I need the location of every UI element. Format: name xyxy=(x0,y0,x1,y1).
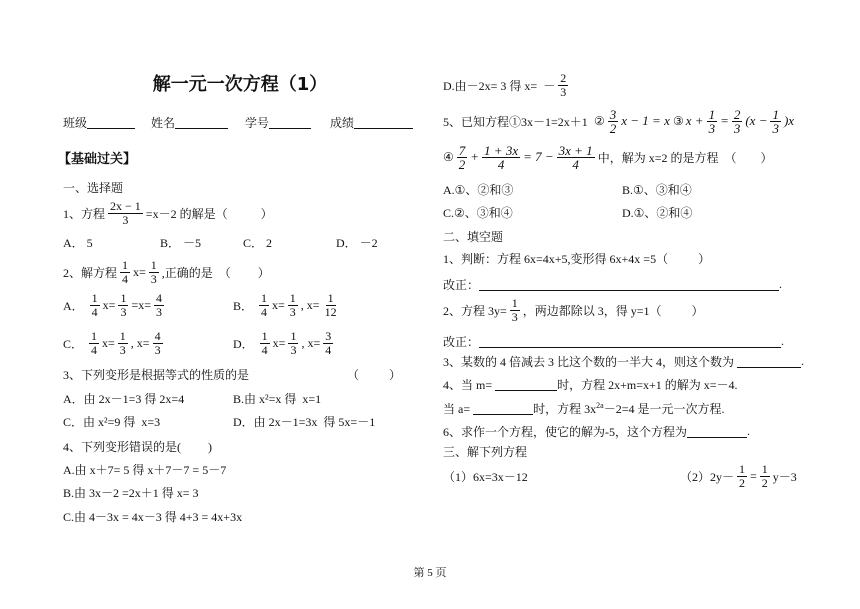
fraction xyxy=(288,330,298,357)
q3-answer-bracket xyxy=(347,359,401,389)
numerator: 1 + 3x xyxy=(484,142,519,158)
page-footer: 第 5 页 xyxy=(413,567,447,579)
denominator: 3 xyxy=(772,120,779,136)
denominator: 2 xyxy=(739,475,746,490)
fraction xyxy=(118,330,128,357)
option-text: A.由 x＋7= 5 得 x＋7－7 = 5－7 xyxy=(63,462,227,477)
option-text: , x= xyxy=(130,335,150,350)
q4-stem: 4、下列变形错误的是( ) xyxy=(63,439,212,454)
option-text: D．由 2x－1=3x 得 5x=－1 xyxy=(233,414,376,429)
solve-heading-text: 三、解下列方程 xyxy=(443,444,528,459)
fraction xyxy=(149,259,159,286)
page-title: 解一元一次方程（1） xyxy=(152,74,328,95)
numerator: 1 xyxy=(261,328,268,343)
name-field xyxy=(151,107,228,137)
fraction xyxy=(510,297,520,324)
answer-blank xyxy=(687,425,747,438)
option-text: x= xyxy=(102,335,115,350)
option-label: C． xyxy=(63,336,87,351)
score-blank xyxy=(354,116,413,129)
denominator: 3 xyxy=(560,84,567,99)
q3-stem: 3、下列变形是根据等式的性质的是 xyxy=(63,367,250,382)
section-label xyxy=(58,142,136,172)
option-text: D.①、②和④ xyxy=(622,205,693,220)
fraction xyxy=(153,330,163,357)
equation-mark: ③ xyxy=(673,113,684,128)
numerator: 2x − 1 xyxy=(110,198,141,213)
option-text: x= xyxy=(272,297,285,312)
numerator: 1 xyxy=(119,328,126,343)
question-text xyxy=(533,400,604,417)
option-text: B.①、③和④ xyxy=(622,182,692,197)
fill-question-2 xyxy=(443,295,704,325)
q1-option-b xyxy=(160,227,201,257)
q4-option-c xyxy=(63,501,242,531)
numerator: 4 xyxy=(154,328,161,343)
option-label: D． xyxy=(233,336,257,351)
answer-blank xyxy=(737,355,801,368)
name-label: 姓名 xyxy=(151,115,176,130)
solve-problem-1 xyxy=(443,461,528,491)
q3-option-d xyxy=(233,406,375,436)
question-text: －2=4 是一元一次方程. xyxy=(603,401,725,416)
fraction xyxy=(323,330,333,357)
option-text: B.由 x²=x 得 x=1 xyxy=(233,391,322,406)
question-text: 2、方程 3y= xyxy=(443,303,507,318)
fraction xyxy=(260,330,270,357)
student-id-field xyxy=(245,107,311,137)
numerator: 1 xyxy=(772,106,779,122)
choice-heading-text: 一、选择题 xyxy=(63,180,124,195)
question-text: 4、当 m= xyxy=(443,377,496,392)
denominator: 3 xyxy=(290,342,297,357)
numerator: 7 xyxy=(458,142,466,158)
exponent: 2a xyxy=(596,400,604,410)
denominator: 4 xyxy=(261,304,268,319)
question-5 xyxy=(443,106,588,136)
option-text: D.由－2x= 3 得 x= xyxy=(443,78,544,93)
problem-text: y－3 xyxy=(772,469,797,484)
correction-label: 改正： xyxy=(443,334,480,349)
option-text: C． 2 xyxy=(243,235,273,250)
equation-text: )x xyxy=(783,113,795,128)
q2-mid: x= xyxy=(133,264,146,279)
numerator: 1 xyxy=(91,290,98,305)
answer-blank xyxy=(473,402,533,415)
student-id-blank xyxy=(269,116,311,129)
option-text: , x= xyxy=(301,335,321,350)
q5-suffix: 中，解为 x=2 的是方程 （ ） xyxy=(597,150,773,165)
q1-option-a xyxy=(63,227,93,257)
numerator: 4 xyxy=(156,290,162,305)
q1-suffix: =x－2 的解是（ ） xyxy=(145,206,273,221)
q1-prefix: 1、方程 xyxy=(63,206,106,221)
numerator: 1 xyxy=(290,328,297,343)
question-2 xyxy=(63,257,270,287)
equation-text: x − 1 = x xyxy=(621,113,670,128)
class-blank xyxy=(87,116,135,129)
fraction xyxy=(154,292,164,319)
problem-text: （2）2y－ xyxy=(680,469,735,484)
question-text: 时，方程 2x+m=x+1 的解为 x=－4. xyxy=(557,377,738,392)
option-text: C．由 x²=9 得 x=3 xyxy=(63,414,161,429)
equation-text: (x − xyxy=(745,113,768,128)
denominator: 2 xyxy=(609,120,617,136)
q2-option-a xyxy=(63,290,167,320)
fraction xyxy=(89,330,99,357)
option-text: x= xyxy=(102,297,116,312)
answer-blank xyxy=(495,378,557,391)
fraction xyxy=(608,108,619,135)
question-1 xyxy=(63,198,273,228)
solve-problem-2 xyxy=(680,461,797,491)
score-label: 成绩 xyxy=(330,115,355,130)
numerator: 1 xyxy=(739,461,746,476)
equation-text: = xyxy=(720,113,729,128)
class-field xyxy=(63,107,135,137)
numerator: 1 xyxy=(327,290,334,305)
denominator: 3 xyxy=(289,304,296,319)
fraction xyxy=(482,144,520,171)
q1-option-c xyxy=(243,227,272,257)
q5-equation-4 xyxy=(443,142,772,172)
period: . xyxy=(747,423,750,438)
fraction xyxy=(558,72,568,99)
name-blank xyxy=(175,116,228,129)
denominator: 12 xyxy=(324,304,337,319)
numerator: 1 xyxy=(91,328,98,343)
option-label: B． xyxy=(233,298,257,313)
minus-sign: － xyxy=(543,78,556,93)
q5-prefix: 5、已知方程①3x－1=2x＋1 xyxy=(443,114,588,129)
option-label: A． xyxy=(63,298,87,313)
denominator: 4 xyxy=(497,156,505,172)
problem-text: = xyxy=(750,468,757,483)
q2-option-d xyxy=(233,328,336,358)
denominator: 3 xyxy=(120,304,127,319)
q2-option-b xyxy=(233,290,342,320)
q5-equation-3 xyxy=(673,106,794,136)
question-text: 当 a= xyxy=(443,401,474,416)
numerator: 2 xyxy=(560,70,567,85)
q5-equation-2 xyxy=(594,106,670,136)
fraction xyxy=(457,144,468,171)
fraction xyxy=(737,463,747,490)
answer-blank xyxy=(479,278,779,291)
class-label: 班级 xyxy=(63,115,88,130)
numerator: 2 xyxy=(733,106,741,122)
question-text: ，两边都除以 3，得 y=1（ ） xyxy=(522,303,704,318)
denominator: 2 xyxy=(458,156,466,172)
numerator: 1 xyxy=(289,290,296,305)
option-text: =x= xyxy=(131,297,151,312)
q4-option-d xyxy=(443,70,571,100)
period: . xyxy=(801,353,805,368)
option-text: C.②、③和④ xyxy=(443,205,513,220)
denominator: 4 xyxy=(572,156,579,172)
denominator: 3 xyxy=(708,120,716,136)
numerator: 1 xyxy=(261,290,268,305)
fraction xyxy=(732,108,743,135)
option-text: A.①、②和③ xyxy=(443,182,514,197)
denominator: 2 xyxy=(761,475,768,490)
section-label-text: 【基础过关】 xyxy=(58,151,137,167)
q5-option-d xyxy=(622,197,692,227)
denominator: 4 xyxy=(122,271,129,286)
equation-text: = 7 − xyxy=(523,149,554,164)
denominator: 3 xyxy=(122,212,129,227)
student-id-label: 学号 xyxy=(245,115,270,130)
fraction xyxy=(108,200,143,227)
option-text: A． 5 xyxy=(63,235,93,250)
numerator: 1 xyxy=(122,257,129,272)
denominator: 3 xyxy=(150,271,157,286)
fraction xyxy=(557,144,595,171)
numerator: 1 xyxy=(150,257,157,272)
numerator: 1 xyxy=(120,290,127,305)
denominator: 4 xyxy=(91,342,98,357)
question-text: 3、某数的 4 倍减去 3 比这个数的一半大 4，则这个数为 xyxy=(443,354,738,369)
score-field xyxy=(330,107,413,137)
correction-label: 改正： xyxy=(443,277,480,292)
denominator: 4 xyxy=(261,342,268,357)
fraction xyxy=(259,292,269,319)
fraction xyxy=(120,259,130,286)
equation-text: + xyxy=(470,149,480,164)
option-text: A．由 2x－1=3 得 2x=4 xyxy=(63,391,185,406)
denominator: 4 xyxy=(325,342,332,357)
fill-heading-text: 二、填空题 xyxy=(443,229,504,244)
option-text: D． －2 xyxy=(336,235,378,250)
period: . xyxy=(781,333,785,348)
period: . xyxy=(779,276,783,291)
question-text: 6、求作一个方程，使它的解为-5，这个方程为 xyxy=(443,424,687,439)
denominator: 3 xyxy=(156,304,162,319)
option-text: C.由 4－3x = 4x－3 得 4+3 = 4x+3x xyxy=(63,509,243,524)
fraction xyxy=(118,292,128,319)
denominator: 3 xyxy=(119,342,126,357)
fraction xyxy=(760,463,770,490)
fraction xyxy=(323,292,339,319)
option-text: B.由 3x－2 =2x＋1 得 x= 3 xyxy=(63,485,199,500)
q2-prefix: 2、解方程 xyxy=(63,265,118,280)
question-text-part: 时，方程 3x xyxy=(533,401,597,416)
numerator: 3 xyxy=(609,106,617,122)
problem-text: （1）6x=3x－12 xyxy=(443,469,528,484)
fraction xyxy=(707,108,718,135)
equation-mark: ④ xyxy=(443,149,454,164)
q1-option-d xyxy=(336,227,378,257)
question-text: 1、判断：方程 6x=4x+5,变形得 6x+4x =5（ ） xyxy=(443,251,711,266)
bracket-text: （ ） xyxy=(347,367,402,382)
equation-text: x + xyxy=(685,113,704,128)
numerator: 1 xyxy=(511,295,518,310)
numerator: 1 xyxy=(761,461,768,476)
option-text: B． －5 xyxy=(160,235,202,250)
option-text: x= xyxy=(272,335,286,350)
fraction xyxy=(288,292,298,319)
denominator: 3 xyxy=(154,342,161,357)
equation-mark: ② xyxy=(594,113,605,128)
fraction xyxy=(770,108,781,135)
numerator: 3 xyxy=(325,328,332,343)
option-text: , x= xyxy=(300,297,320,312)
fraction xyxy=(90,292,100,319)
denominator: 3 xyxy=(511,309,518,324)
q2-suffix: ,正确的是 （ ） xyxy=(161,265,270,280)
denominator: 3 xyxy=(733,120,741,136)
q2-option-c xyxy=(63,328,166,358)
numerator: 3x + 1 xyxy=(558,142,593,158)
denominator: 4 xyxy=(91,304,98,319)
numerator: 1 xyxy=(708,106,716,122)
